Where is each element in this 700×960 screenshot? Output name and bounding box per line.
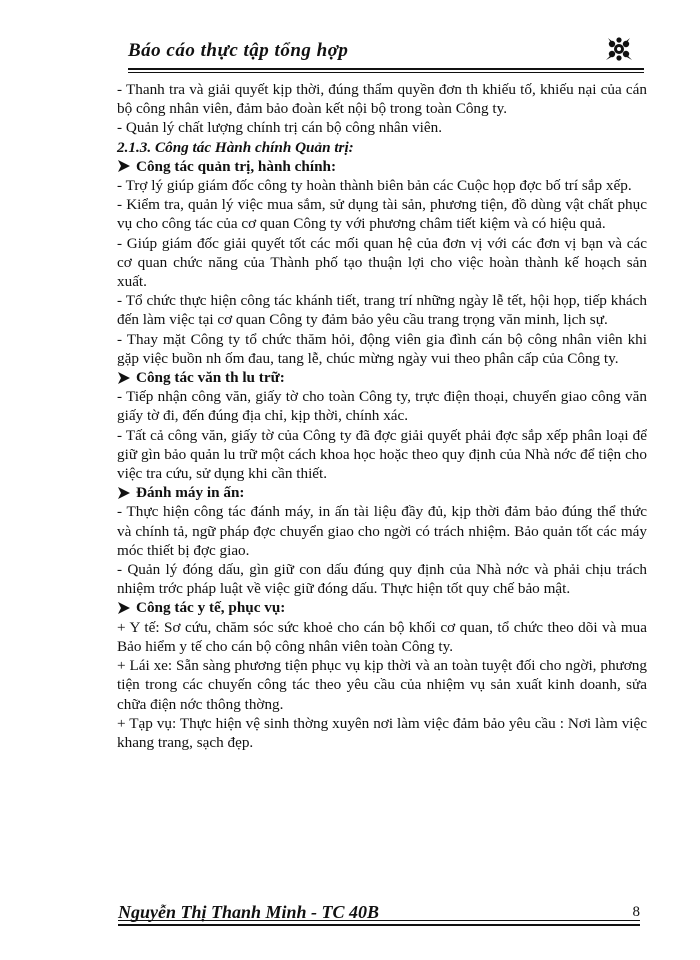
- page-footer: [118, 902, 640, 928]
- arrowhead-bullet-icon: [117, 601, 131, 615]
- header-rule-thin: [128, 72, 644, 73]
- section-heading: [117, 598, 647, 617]
- footer-author: Nguyễn Thị Thanh Minh - TC 40B: [118, 902, 380, 922]
- header-rule-thick: [128, 68, 644, 70]
- arrowhead-bullet-icon: [117, 486, 131, 500]
- document-body: [117, 80, 647, 752]
- paragraph: - Thay mặt Công ty tổ chức thăm hỏi, động viên gia đình cán bộ công nhân viên khi gặp việc buồn nh ốm đau, tang lễ, chúc mừng ngày vui theo phân cấp của Công ty.: [117, 330, 647, 367]
- paragraph: - Quản lý chất lượng chính trị cán bộ công nhân viên.: [117, 119, 442, 137]
- paragraph: - Tiếp nhận công văn, giấy tờ cho toàn Công ty, trực điện thoại, chuyển giao công văn giấy tờ đi, đến đúng địa chỉ, kịp thời, chính xác.: [117, 388, 647, 425]
- arrowhead-bullet-icon: [117, 371, 131, 385]
- subsection-heading: 2.1.3. Công tác Hành chính Quản trị:: [117, 138, 354, 156]
- section-heading-label: Công tác y tế, phục vụ:: [136, 599, 286, 617]
- paragraph: - Thanh tra và giải quyết kịp thời, đúng thẩm quyền đơn th khiếu tố, khiếu nại của cán bộ công nhân viên, đảm bảo đoàn kết nội bộ trong toàn Công ty.: [117, 81, 647, 118]
- floral-ornament-icon: [604, 34, 634, 64]
- section-heading-label: Công tác quản trị, hành chính:: [136, 157, 337, 175]
- paragraph: - Trợ lý giúp giám đốc công ty hoàn thành biên bản các Cuộc họp đợc bố trí sắp xếp.: [117, 177, 632, 195]
- paragraph: - Tổ chức thực hiện công tác khánh tiết, trang trí những ngày lễ tết, hội họp, tiếp khách đến làm việc tại cơ quan Công ty đảm bảo yêu cầu trang trọng văn minh, lịch sự.: [117, 292, 647, 329]
- arrowhead-bullet-icon: [117, 159, 131, 173]
- paragraph: - Thực hiện công tác đánh máy, in ấn tài liệu đầy đủ, kịp thời đảm bảo đúng thể thức và chính tả, ngữ pháp đợc chuyển giao cho ngời có trách nhiệm. Bảo quản tốt các máy móc thiết bị đợc giao.: [117, 503, 647, 559]
- paragraph: - Giúp giám đốc giải quyết tốt các mối quan hệ của đơn vị với các đơn vị bạn và các cơ quan chức năng của Thành phố tạo thuận lợi cho việc hoàn thành kế hoạch sản xuất.: [117, 234, 647, 291]
- section-heading-label: Đánh máy in ấn:: [136, 484, 245, 502]
- paragraph: + Y tế: Sơ cứu, chăm sóc sức khoẻ cho cán bộ khối cơ quan, tổ chức theo dõi và mua Bảo hiểm y tế cho cán bộ công nhân viên toàn Công ty.: [117, 618, 647, 655]
- section-heading: [117, 157, 647, 176]
- page-number: 8: [632, 904, 640, 920]
- page-header: [128, 38, 638, 68]
- paragraph: - Kiểm tra, quản lý việc mua sắm, sử dụng tài sản, phương tiện, đồ dùng vật chất phục vụ cho công tác của cơ quan Công ty với phương châm tiết kiệm và có hiệu quả.: [117, 196, 647, 233]
- paragraph: - Tất cả công văn, giấy tờ của Công ty đã đợc giải quyết phải đợc sắp xếp phân loại để giữ gìn bảo quản lu trữ một cách khoa học hoặc theo quy định của Nhà nớc để tiện cho việc tra cứu, sử dụng khi cần thiết.: [117, 426, 647, 483]
- header-title: Báo cáo thực tập tổng hợp: [128, 40, 349, 61]
- section-heading-label: Công tác văn th lu trữ:: [136, 369, 285, 387]
- section-heading: [117, 483, 647, 502]
- paragraph: + Tạp vụ: Thực hiện vệ sinh thờng xuyên nơi làm việc đảm bảo yêu cầu : Nơi làm việc khang trang, sạch đẹp.: [117, 714, 647, 751]
- paragraph: - Quản lý đóng dấu, gìn giữ con dấu đúng quy định của Nhà nớc và phải chịu trách nhiệm trớc pháp luật về việc giữ đóng dấu. Thực hiện tốt quy chế bảo mật.: [117, 561, 647, 598]
- section-heading: [117, 368, 647, 387]
- paragraph: + Lái xe: Sẵn sàng phương tiện phục vụ kịp thời và an toàn tuyệt đối cho ngời, phương tiện trong các chuyến công tác theo yêu cầu của nhiệm vụ sản xuất kinh doanh, sửa chữa điện nớc thông thờng.: [117, 657, 647, 713]
